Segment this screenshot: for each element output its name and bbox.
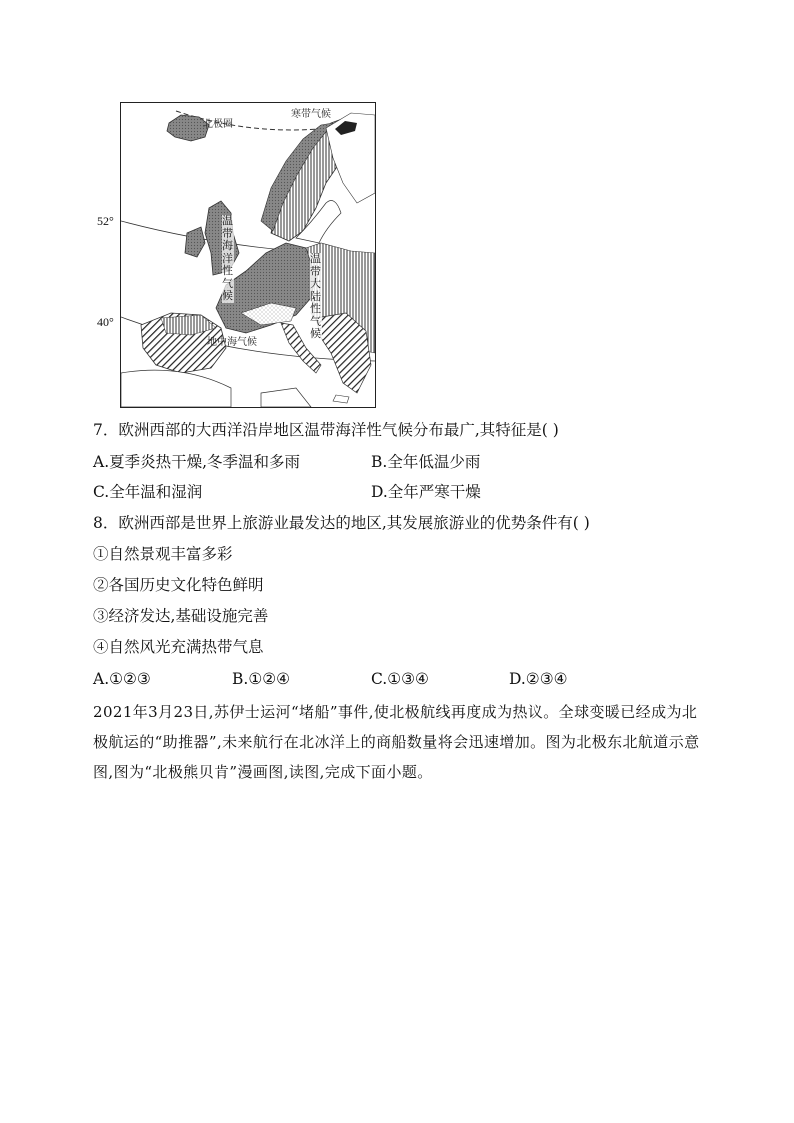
- map-frame: [120, 102, 376, 408]
- question-7-option-b[interactable]: B.全年低温少雨: [371, 453, 481, 471]
- question-7-stem: 7．欧洲西部的大西洋沿岸地区温带海洋性气候分布最广,其特征是( ): [93, 421, 559, 439]
- reading-passage: 2021年3月23日,苏伊士运河“堵船”事件,使北极航线再度成为热议。全球变暖已经成为北极航运的“助推器”,未来航行在北冰洋上的商船数量将会迅速增加。图为北极东北航道示意图,图为“北极熊贝肯”漫画图,读图,完成下面小题。: [93, 703, 700, 781]
- question-8-option-b[interactable]: B.①②④: [232, 670, 291, 688]
- label-temperate-continental: 温带大陆性气候: [310, 252, 321, 340]
- map-graphic: [121, 103, 375, 407]
- latitude-label-52: 52°: [97, 214, 114, 228]
- label-mediterranean: 地中海气候: [207, 337, 257, 348]
- question-8-item-4: ④自然风光充满热带气息: [93, 638, 264, 656]
- question-8-stem: 8．欧洲西部是世界上旅游业最发达的地区,其发展旅游业的优势条件有( ): [93, 514, 590, 532]
- question-8-item-3: ③经济发达,基础设施完善: [93, 607, 269, 625]
- latitude-label-40: 40°: [97, 315, 114, 329]
- question-8-item-2: ②各国历史文化特色鲜明: [93, 576, 264, 594]
- question-7-option-d[interactable]: D.全年严寒干燥: [371, 483, 481, 501]
- question-7-option-c[interactable]: C.全年温和湿润: [93, 483, 203, 501]
- question-8-option-c[interactable]: C.①③④: [371, 670, 429, 688]
- label-temperate-maritime: 温带海洋性气候: [222, 214, 233, 302]
- europe-climate-map: [93, 100, 383, 412]
- label-arctic-circle: 北极圈: [203, 119, 233, 130]
- question-8-option-d[interactable]: D.②③④: [509, 670, 568, 688]
- question-7-option-a[interactable]: A.夏季炎热干燥,冬季温和多雨: [93, 453, 301, 471]
- question-8-item-1: ①自然景观丰富多彩: [93, 545, 233, 563]
- question-8-option-a[interactable]: A.①②③: [93, 670, 151, 688]
- label-polar: 寒带气候: [291, 109, 331, 120]
